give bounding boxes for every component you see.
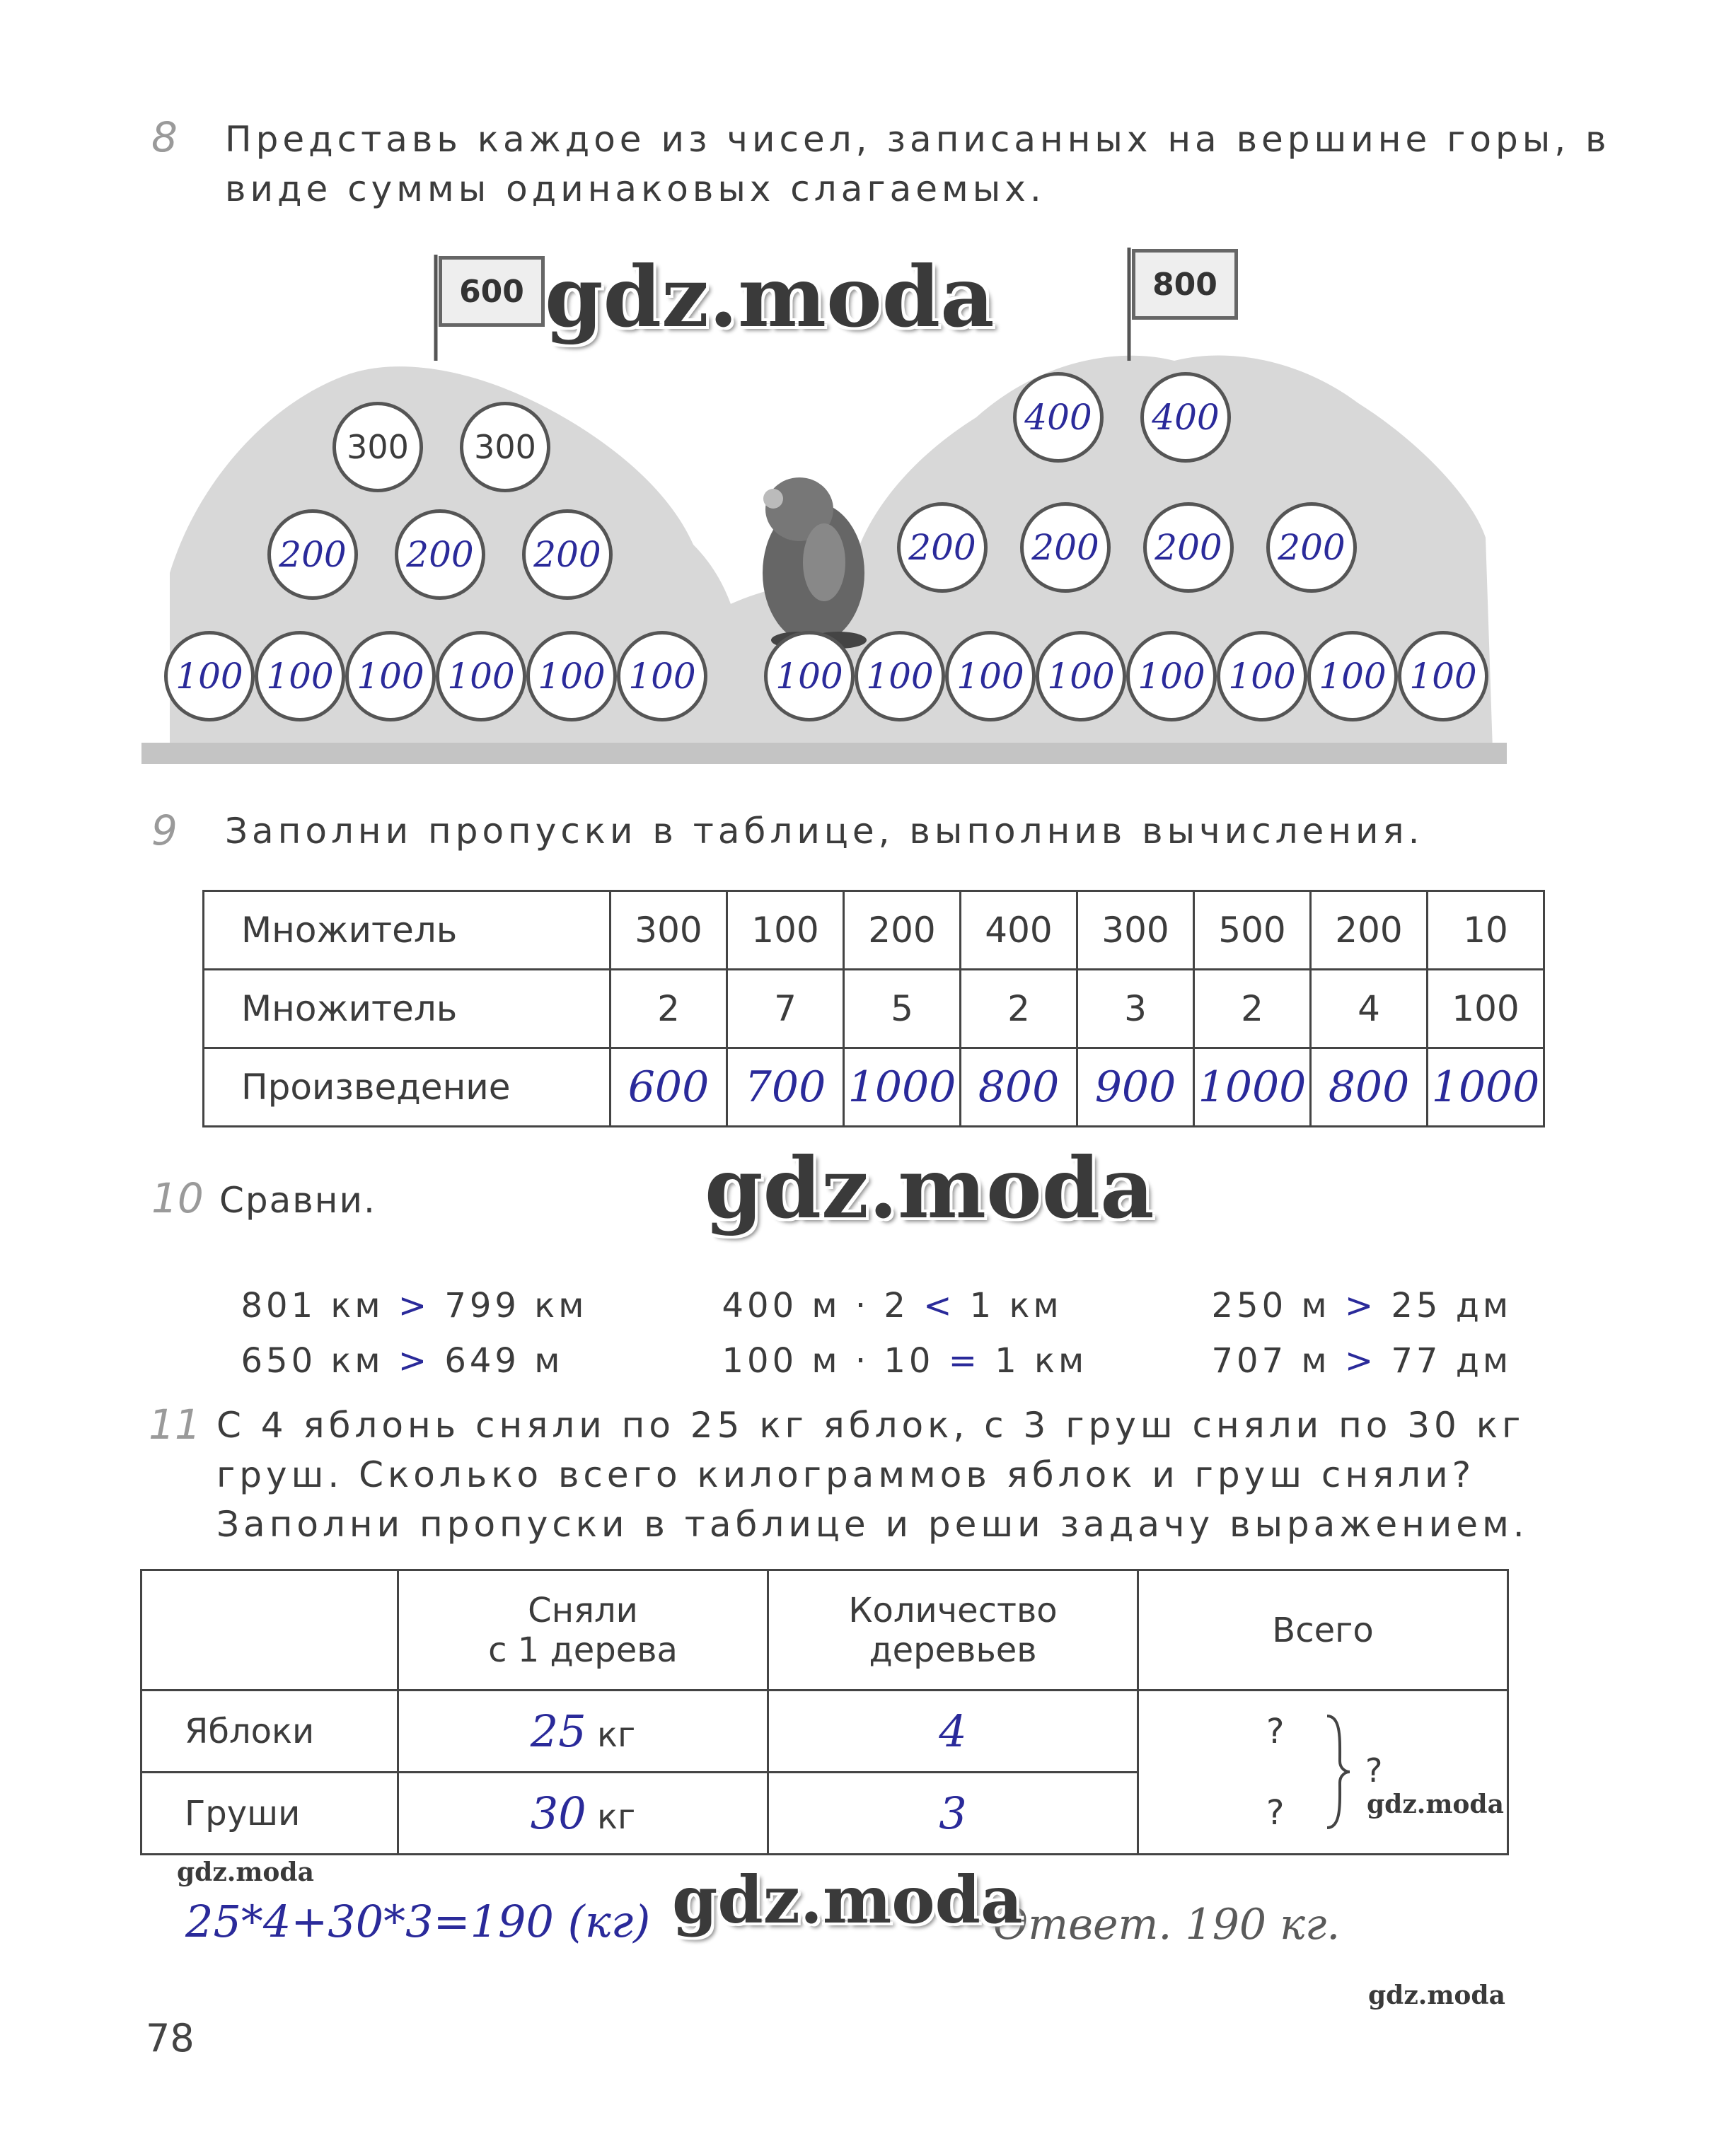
- number-circle: [395, 509, 485, 600]
- cell: 2: [961, 970, 1077, 1048]
- row1-per-tree: [398, 1691, 768, 1773]
- number-circle: [617, 631, 707, 721]
- cell: 400: [961, 891, 1077, 970]
- table-header-row: [141, 1570, 1508, 1691]
- header-per-tree: [398, 1570, 768, 1691]
- right-flag: [1132, 249, 1238, 320]
- number-circle-value: 200: [908, 527, 976, 568]
- number-circle-value: 400: [1024, 397, 1092, 438]
- cell: 100: [727, 891, 844, 970]
- compare-sign: >: [1344, 1341, 1377, 1381]
- number-circle: [1398, 631, 1488, 721]
- page-number: 78: [146, 2016, 195, 2060]
- number-circle: [164, 631, 255, 721]
- task8-text-line1: Представь каждое из чисел, записанных на вершине горы, в: [225, 119, 1611, 160]
- table-row: [204, 1048, 1544, 1127]
- compare-right: 1 км: [995, 1341, 1088, 1381]
- watermark: gdz.moda: [672, 1862, 1023, 1938]
- number-circle-value: 300: [347, 428, 409, 466]
- row1-trees: [768, 1691, 1138, 1773]
- number-circle: [1266, 502, 1357, 593]
- compare-right: 649 м: [444, 1341, 564, 1381]
- compare-sign: >: [398, 1286, 431, 1326]
- task11-text-line3: Заполни пропуски в таблице и реши задачу выражением.: [216, 1504, 1529, 1545]
- header-per-tree-line1: Сняли: [528, 1590, 638, 1630]
- number-circle: [855, 631, 945, 721]
- cell: 4: [1311, 970, 1428, 1048]
- task9-number: 9: [151, 806, 178, 854]
- number-circle: [526, 631, 617, 721]
- cell: 200: [844, 891, 961, 970]
- left-flag-value: 600: [459, 273, 524, 310]
- compare-right: 1 км: [969, 1286, 1063, 1326]
- number-circle-value: 200: [1155, 527, 1222, 568]
- row1-unit: кг: [596, 1715, 636, 1755]
- task9-table: [202, 890, 1545, 1127]
- row1-trees-value: 4: [939, 1705, 967, 1757]
- compare-left: 400 м · 2: [722, 1286, 909, 1326]
- compare-item: [693, 1301, 1087, 1381]
- row1-per-tree-value: 25: [530, 1705, 586, 1757]
- cell: 3: [1077, 970, 1194, 1048]
- number-circle: [1020, 502, 1111, 593]
- grand-total: ?: [1365, 1751, 1383, 1790]
- cell: 300: [611, 891, 727, 970]
- number-circle-value: 200: [533, 534, 601, 575]
- number-circle: [945, 631, 1036, 721]
- watermark: gdz.moda: [1367, 1790, 1504, 1819]
- number-circle-value: 100: [628, 656, 696, 697]
- number-circle: [255, 631, 345, 721]
- number-circle-value: 400: [1152, 397, 1220, 438]
- compare-sign: >: [1344, 1286, 1377, 1326]
- row2-trees: [768, 1773, 1138, 1855]
- table-row: [141, 1773, 1508, 1855]
- cell: 5: [844, 970, 961, 1048]
- task11-table: [140, 1569, 1509, 1855]
- number-circle-value: 100: [1228, 656, 1296, 697]
- answer-cell: 800: [961, 1048, 1077, 1127]
- number-circle-value: 100: [775, 656, 843, 697]
- number-circle-value: 200: [1031, 527, 1099, 568]
- number-circle-value: 100: [956, 656, 1024, 697]
- compare-sign: =: [948, 1341, 980, 1381]
- compare-sign: >: [398, 1341, 431, 1381]
- cell: 200: [1311, 891, 1428, 970]
- row2-per-tree: [398, 1773, 768, 1855]
- number-circle: [1307, 631, 1398, 721]
- table-row: [204, 891, 1544, 970]
- row2-per-tree-value: 30: [530, 1787, 586, 1839]
- number-circle-value: 100: [266, 656, 334, 697]
- header-tree-count: [768, 1570, 1138, 1691]
- number-circle-value: 100: [175, 656, 243, 697]
- task10-title: Сравни.: [219, 1180, 376, 1221]
- compare-right: 77 дм: [1391, 1341, 1512, 1381]
- number-circle-value: 100: [866, 656, 934, 697]
- watermark: gdz.moda: [177, 1857, 314, 1887]
- compare-left: 801 км: [241, 1286, 384, 1326]
- task8-text-line2: виде суммы одинаковых слагаемых.: [225, 168, 1046, 209]
- number-circle-value: 200: [1278, 527, 1346, 568]
- number-circle-value: 200: [406, 534, 474, 575]
- right-flag-value: 800: [1152, 266, 1217, 303]
- row2-label: Груши: [141, 1773, 398, 1855]
- answer-cell: 700: [727, 1048, 844, 1127]
- cell: 2: [1194, 970, 1311, 1048]
- cell: 2: [611, 970, 727, 1048]
- header-total: Всего: [1138, 1570, 1508, 1691]
- row2-total: ?: [1138, 1773, 1508, 1855]
- number-circle-value: 100: [1047, 656, 1115, 697]
- task11-text-line1: С 4 яблонь сняли по 25 кг яблок, с 3 груш сняли по 30 кг: [216, 1405, 1525, 1446]
- number-circle-value: 100: [357, 656, 424, 697]
- cell: 300: [1077, 891, 1194, 970]
- task11-text-line2: груш. Сколько всего килограммов яблок и груш сняли?: [216, 1454, 1476, 1495]
- answer-cell: 1000: [844, 1048, 961, 1127]
- compare-item: [212, 1301, 563, 1381]
- task9-text: Заполни пропуски в таблице, выполнив вычисления.: [225, 811, 1424, 852]
- compare-left: 250 м: [1211, 1286, 1331, 1326]
- number-circle: [1217, 631, 1307, 721]
- ground: [141, 743, 1507, 764]
- number-circle-value: 100: [1409, 656, 1477, 697]
- number-circle: [345, 631, 436, 721]
- row1-total: ?: [1138, 1691, 1508, 1773]
- header-per-tree-line2: с 1 дерева: [488, 1630, 678, 1670]
- number-circle: [1140, 372, 1231, 463]
- cell: 10: [1428, 891, 1544, 970]
- row2-trees-value: 3: [939, 1787, 967, 1839]
- number-circle: [897, 502, 988, 593]
- table-row: [204, 970, 1544, 1048]
- number-circle: [332, 402, 423, 492]
- answer-cell: 600: [611, 1048, 727, 1127]
- row2-label: Множитель: [204, 970, 611, 1048]
- number-circle: [436, 631, 526, 721]
- number-circle-value: 100: [538, 656, 606, 697]
- number-circle: [460, 402, 550, 492]
- compare-right: 25 дм: [1391, 1286, 1512, 1326]
- task8-number: 8: [151, 113, 178, 161]
- compare-left: 100 м · 10: [722, 1341, 934, 1381]
- number-circle: [1143, 502, 1234, 593]
- row2-unit: кг: [596, 1797, 636, 1837]
- left-flag: [439, 256, 545, 327]
- number-circle: [1013, 372, 1104, 463]
- compare-right: 799 км: [444, 1286, 588, 1326]
- row3-label: Произведение: [204, 1048, 611, 1127]
- table-row: [141, 1691, 1508, 1773]
- number-circle-value: 100: [1319, 656, 1387, 697]
- number-circle-value: 200: [279, 534, 347, 575]
- answer-cell: 1000: [1428, 1048, 1544, 1127]
- number-circle: [522, 509, 613, 600]
- number-circle: [267, 509, 358, 600]
- watermark: gdz.moda: [705, 1139, 1155, 1237]
- watermark: gdz.moda: [1368, 1981, 1505, 2010]
- header-tree-count-line1: Количество: [848, 1590, 1058, 1630]
- cell: 7: [727, 970, 844, 1048]
- compare-left: 650 км: [241, 1341, 384, 1381]
- answer-cell: 1000: [1194, 1048, 1311, 1127]
- cell: 100: [1428, 970, 1544, 1048]
- compare-item: [1183, 1301, 1512, 1381]
- row1-label: Яблоки: [141, 1691, 398, 1773]
- number-circle-value: 300: [474, 428, 536, 466]
- answer-cell: 800: [1311, 1048, 1428, 1127]
- number-circle: [764, 631, 855, 721]
- compare-left: 707 м: [1211, 1341, 1331, 1381]
- answer-cell: 900: [1077, 1048, 1194, 1127]
- solution-expression: 25*4+30*3=190 (кг): [185, 1896, 651, 1947]
- row1-label: Множитель: [204, 891, 611, 970]
- task11-number: 11: [149, 1401, 201, 1449]
- compare-sign: <: [923, 1286, 956, 1326]
- number-circle: [1126, 631, 1217, 721]
- header-tree-count-line2: деревьев: [869, 1630, 1037, 1670]
- number-circle-value: 100: [1138, 656, 1205, 697]
- cell: 500: [1194, 891, 1311, 970]
- brace-icon: [1324, 1712, 1353, 1832]
- watermark: gdz.moda: [545, 248, 995, 346]
- header-empty: [141, 1570, 398, 1691]
- number-circle: [1036, 631, 1126, 721]
- number-circle-value: 100: [447, 656, 515, 697]
- task10-number: 10: [151, 1174, 204, 1222]
- answer-text: Ответ. 190 кг.: [993, 1900, 1341, 1949]
